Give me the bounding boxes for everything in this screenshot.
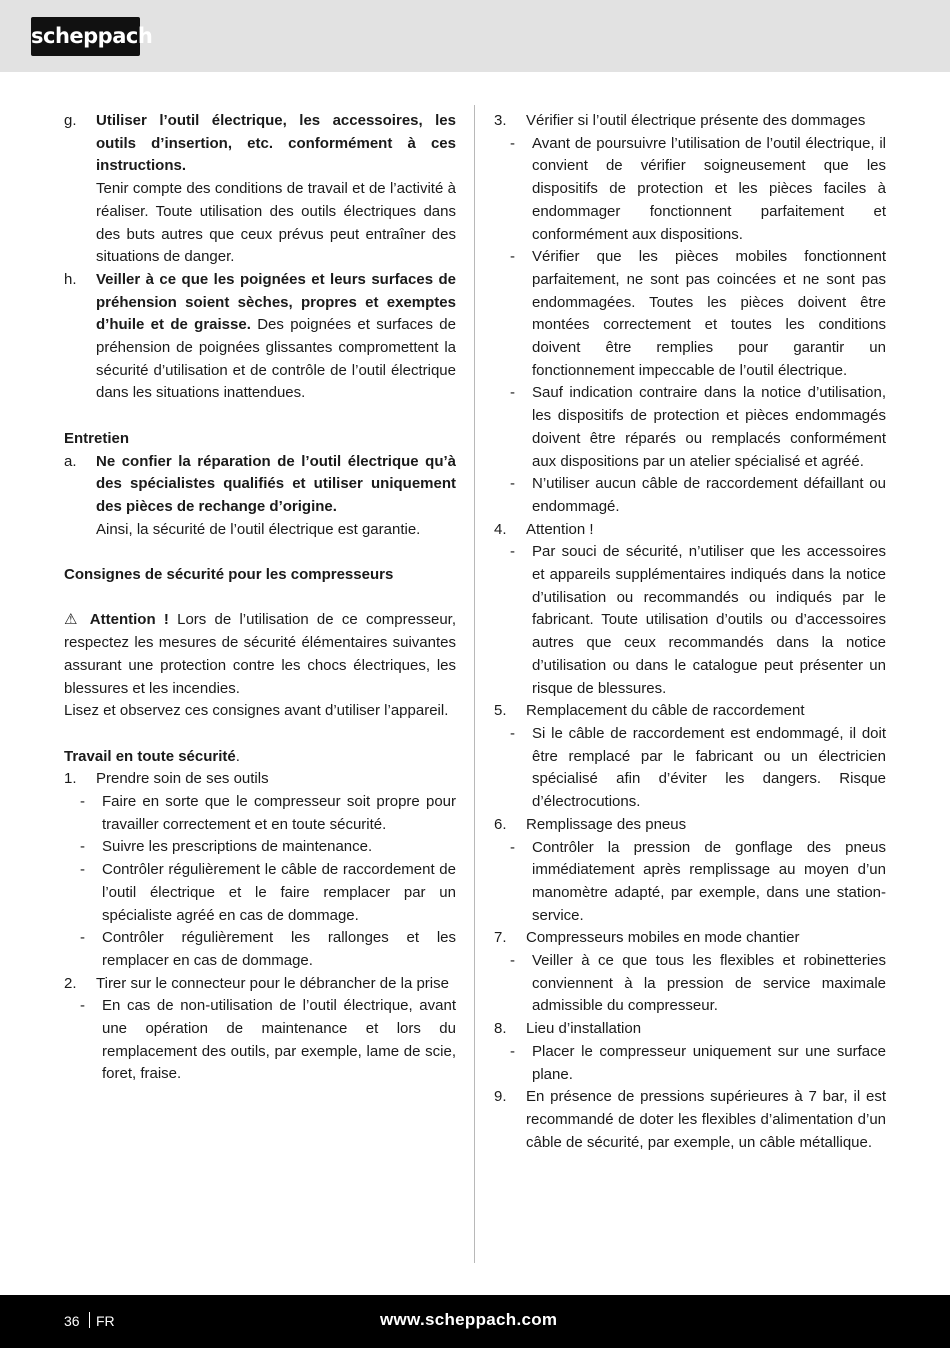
dash-bullet: - <box>510 134 515 152</box>
item-title: Tirer sur le connecteur pour le débrancher de la prise <box>96 974 449 992</box>
dash-bullet: - <box>510 543 515 561</box>
item-bold-text: Utiliser l’outil électrique, les accessoires, les outils d’insertion, etc. conformément à ces instructions. <box>96 112 456 175</box>
warning-icon: ⚠ <box>64 611 82 629</box>
dash-bullet: - <box>510 1042 515 1060</box>
list-item-h <box>64 269 456 405</box>
sub-item <box>80 927 456 972</box>
item-title: Lieu d’installation <box>526 1020 642 1038</box>
sub-item <box>510 382 886 473</box>
sub-item <box>510 1041 886 1086</box>
header-bar <box>0 0 950 72</box>
dash-bullet: - <box>80 997 85 1015</box>
numbered-item <box>494 927 886 950</box>
footer-bar <box>0 1295 950 1348</box>
item-title: Remplissage des pneus <box>526 815 687 833</box>
travail-heading: Travail en toute sécurité <box>64 747 236 765</box>
sub-item-text: Contrôler régulièrement les rallonges et les remplacer en cas de dommage. <box>102 929 456 969</box>
sub-item <box>510 541 886 700</box>
item-marker: a. <box>64 452 77 470</box>
sub-item <box>80 859 456 927</box>
sub-item-text: Vérifier que les pièces mobiles fonctionnent parfaitement, ne sont pas coincées et ne sont pas endommagées. Toutes les pièces doivent être montées correctement et toutes les conditions doivent être remplies pour garantir un fonctionnement impeccable de l’outil électrique. <box>532 248 886 379</box>
numbered-item <box>64 973 456 996</box>
item-number: 2. <box>64 974 77 992</box>
item-number: 5. <box>494 702 507 720</box>
item-bold-text: Veiller à ce que les poignées et leurs surfaces de préhension soient sèches, propres et exemptes d’huile et de graisse. <box>96 270 456 334</box>
list-item-g <box>64 110 456 269</box>
sub-item-text: Par souci de sécurité, n’utiliser que les accessoires et appareils supplémentaires indiqués dans la notice d’utilisation ou recommandés ou indiqués par le fabricant. Toute utilisation d’outils ou d’accessoires autres que ceux recommandés dans la notice d’utilisation ou dans le catalogue peut présenter un risque de blessures. <box>532 543 886 697</box>
item-number: 3. <box>494 112 507 129</box>
language-code: FR <box>96 1313 115 1329</box>
sub-item-text: Contrôler la pression de gonflage des pneus immédiatement après remplissage au moyen d’un manomètre adapté, par exemple, dans une station-service. <box>532 838 886 924</box>
right-column <box>494 110 886 1154</box>
item-text: Tenir compte des conditions de travail et de l’activité à réaliser. Toute utilisation des outils électriques dans des buts autres que ceux prévus peut entraîner des situations de danger. <box>96 180 456 266</box>
dash-bullet: - <box>80 793 85 811</box>
dash-bullet: - <box>510 952 515 970</box>
dash-bullet: - <box>510 248 515 266</box>
numbered-item <box>494 110 886 133</box>
item-title: Remplacement du câble de raccordement <box>526 702 805 720</box>
sub-item <box>510 837 886 928</box>
sub-item-text: Placer le compresseur uniquement sur une surface plane. <box>532 1042 886 1083</box>
numbered-item <box>64 768 456 791</box>
sub-item-text: Suivre les prescriptions de maintenance. <box>102 838 373 856</box>
dash-bullet: - <box>80 861 85 879</box>
item-title: En présence de pressions supérieures à 7 bar, il est recommandé de doter les flexibles d’alimentation d’un câble de sécurité, par exemple, un câble métallique. <box>526 1088 886 1151</box>
sub-item <box>510 473 886 518</box>
dash-bullet: - <box>510 724 515 742</box>
dash-bullet: - <box>510 838 515 856</box>
dash-bullet: - <box>510 475 515 493</box>
item-number: 9. <box>494 1088 507 1106</box>
sub-item-text: Contrôler régulièrement le câble de raccordement de l’outil électrique et le faire remplacer par un spécialiste agréé en cas de dommage. <box>102 861 456 924</box>
attention-text: Lors de l’utilisation de ce compresseur, respectez les mesures de sécurité élémentaires suivantes assurant une protection contre les chocs électriques, les blessures et les incendies. <box>64 611 456 697</box>
numbered-item <box>494 814 886 837</box>
website-url: www.scheppach.com <box>380 1310 558 1329</box>
numbered-item <box>494 1086 886 1154</box>
dash-bullet: - <box>510 384 515 402</box>
sub-item <box>510 246 886 382</box>
item-text: Ainsi, la sécurité de l’outil électrique est garantie. <box>96 520 421 538</box>
sub-item-text: Si le câble de raccordement est endommagé, il doit être remplacé par le fabricant ou un électricien spécialisé afin d’éviter les dangers. Risque d’électrocutions. <box>532 724 886 811</box>
item-title: Compresseurs mobiles en mode chantier <box>526 929 800 947</box>
attention-paragraph-2: Lisez et observez ces consignes avant d’utiliser l’appareil. <box>64 702 449 720</box>
dash-bullet: - <box>80 838 85 856</box>
item-title: Prendre soin de ses outils <box>96 770 269 788</box>
left-column <box>64 110 456 1086</box>
item-title: Vérifier si l’outil électrique présente des dommages <box>526 112 866 129</box>
item-title: Attention ! <box>526 520 594 538</box>
dash-bullet: - <box>80 929 85 947</box>
attention-label: Attention ! <box>89 611 169 629</box>
sub-item-text: En cas de non-utilisation de l’outil électrique, avant une opération de maintenance et lors du remplacement des outils, par exemple, lame de scie, foret, fraise. <box>102 997 456 1083</box>
item-marker: h. <box>64 270 77 288</box>
attention-paragraph <box>64 609 456 700</box>
sub-item <box>510 723 886 814</box>
item-marker: g. <box>64 112 77 129</box>
sub-item <box>80 791 456 836</box>
sub-item-text: Avant de poursuivre l’utilisation de l’outil électrique, il convient de vérifier soigneusement que les dispositifs de protection et les pièces faciles à endommager fonctionnent parfaitement et conformément aux dispositions. <box>532 134 886 243</box>
list-item-a <box>64 451 456 542</box>
numbered-item <box>494 1018 886 1041</box>
travail-heading-line: Travail en toute sécurité. <box>64 747 240 765</box>
consignes-heading: Consignes de sécurité pour les compresseurs <box>64 566 394 584</box>
sub-item <box>80 995 456 1086</box>
page-number: 36 <box>64 1313 80 1329</box>
item-number: 7. <box>494 929 507 947</box>
sub-item-text: Faire en sorte que le compresseur soit propre pour travailler correctement et en toute sécurité. <box>102 793 456 833</box>
sub-item <box>510 950 886 1018</box>
footer-separator <box>89 1312 90 1328</box>
numbered-item <box>494 700 886 723</box>
item-number: 1. <box>64 770 77 788</box>
item-text: Des poignées et surfaces de préhension de poignées glissantes compromettent la sécurité d’utilisation et de contrôle de l’outil électrique dans les situations inattendues. <box>96 316 456 402</box>
item-bold-text: Ne confier la réparation de l’outil électrique qu’à des spécialistes qualifiés et utiliser uniquement des pièces de rechange d’origine. <box>96 452 456 515</box>
item-number: 4. <box>494 520 507 538</box>
item-number: 8. <box>494 1020 507 1038</box>
scheppach-logo: scheppach <box>31 17 140 56</box>
column-divider <box>474 105 475 1263</box>
sub-item <box>80 836 456 859</box>
sub-item <box>510 133 886 247</box>
entretien-heading: Entretien <box>64 429 130 447</box>
sub-item-text: N’utiliser aucun câble de raccordement défaillant ou endommagé. <box>532 475 886 515</box>
sub-item-text: Sauf indication contraire dans la notice d’utilisation, les dispositifs de protection et pièces endommagés doivent être réparés ou remplacés conformément aux dispositions par un atelier spécialisé et agréé. <box>532 384 886 470</box>
numbered-item <box>494 519 886 542</box>
item-number: 6. <box>494 815 507 833</box>
sub-item-text: Veiller à ce que tous les flexibles et robinetteries conviennent à la pression de service maximale admissible du compresseur. <box>532 952 886 1015</box>
